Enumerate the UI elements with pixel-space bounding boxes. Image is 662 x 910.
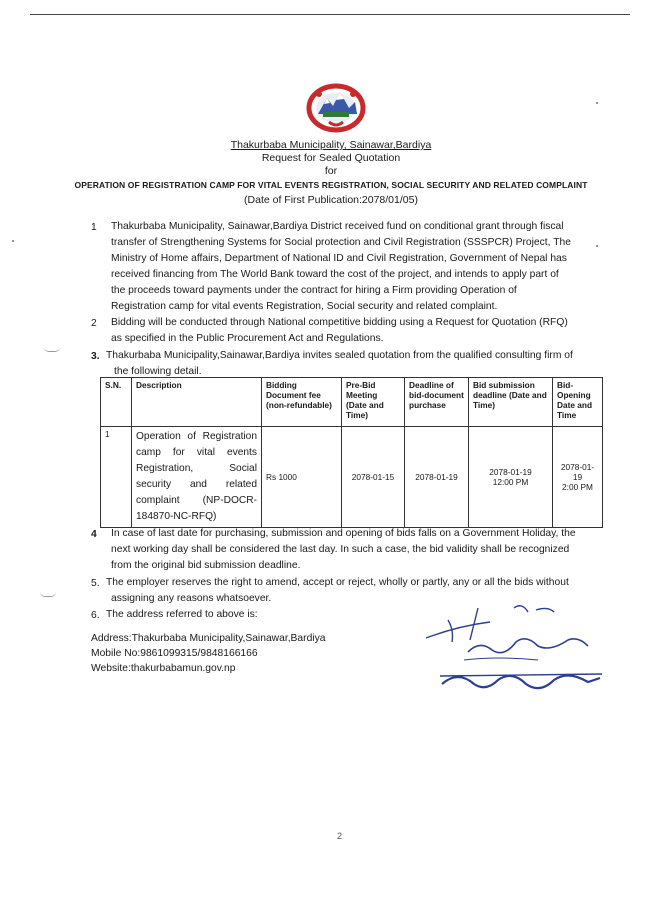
- opening-time: 2:00 PM: [562, 482, 593, 492]
- item-number: 6.: [91, 610, 100, 621]
- cell-prebid: 2078-01-15: [342, 427, 405, 528]
- scan-mark: [40, 592, 56, 597]
- item-line: Ministry of Home affairs, Department of National ID and Civil Registration, Government of Nepal has: [111, 253, 567, 264]
- item-6-paragraph: [106, 607, 406, 623]
- opening-date: 2078-01-19: [560, 462, 595, 482]
- publication-date: (Date of First Publication:2078/01/05): [244, 194, 418, 206]
- top-rule: [30, 14, 630, 15]
- item-4-paragraph: [111, 526, 601, 574]
- bid-table: [100, 377, 603, 528]
- item-number: 5.: [91, 578, 100, 589]
- item-line: as specified in the Public Procurement Act and Regulations.: [111, 333, 384, 344]
- address-line: Address:Thakurbaba Municipality,Sainawar,Bardiya: [91, 633, 326, 644]
- item-number: 2: [91, 318, 97, 329]
- header-sn: S.N.: [101, 378, 132, 427]
- item-line: assigning any reasons whatsoever.: [111, 593, 272, 604]
- submission-time: 12:00 PM: [492, 477, 529, 487]
- municipality-name: Thakurbaba Municipality, Sainawar,Bardiya: [230, 139, 432, 151]
- header-description: Description: [132, 378, 262, 427]
- header-prebid-meeting: Pre-Bid Meeting (Date and Time): [342, 378, 405, 427]
- item-line: transfer of Strengthening Systems for Social protection and Civil Registration (SSSPCR) Project, The: [111, 237, 571, 248]
- page-number: 2: [337, 831, 343, 841]
- request-title: Request for Sealed Quotation: [261, 152, 401, 164]
- header-opening-date: Bid-Opening Date and Time: [553, 378, 603, 427]
- signature-stamp: [418, 600, 618, 700]
- item-line: Thakurbaba Municipality, Sainawar,Bardiya District received fund on conditional grant through fiscal: [111, 221, 564, 232]
- cell-submission: [469, 427, 553, 528]
- header-document-fee: Bidding Document fee (non-refundable): [262, 378, 342, 427]
- item-line: Thakurbaba Municipality,Sainawar,Bardiya invites sealed quotation from the qualified consulting firm of: [106, 350, 573, 361]
- item-2-paragraph: [111, 315, 601, 347]
- table-row: [101, 427, 603, 528]
- item-line: The address referred to above is:: [106, 609, 258, 620]
- scan-mark: [44, 347, 60, 352]
- cell-sn: 1: [101, 427, 132, 528]
- scan-speck: [596, 102, 598, 104]
- item-line: received financing from The World Bank toward the cost of the project, and intends to apply part of: [111, 269, 559, 280]
- table-header-row: [101, 378, 603, 427]
- item-line: from the original bid submission deadline.: [111, 560, 301, 571]
- cell-fee: Rs 1000: [262, 427, 342, 528]
- header-purchase-deadline: Deadline of bid-document purchase: [405, 378, 469, 427]
- cell-purchase-deadline: 2078-01-19: [405, 427, 469, 528]
- item-number: 1: [91, 222, 97, 233]
- item-3-paragraph: [106, 348, 601, 380]
- item-line: Registration camp for vital events Registration, Social security and related complaint.: [111, 301, 498, 312]
- subject-heading: OPERATION OF REGISTRATION CAMP FOR VITAL EVENTS REGISTRATION, SOCIAL SECURITY AND RELATED COMPLAINT: [74, 180, 588, 190]
- scan-speck: [12, 240, 14, 242]
- scan-speck: [596, 245, 598, 247]
- item-1-paragraph: [111, 219, 601, 315]
- cell-description: Operation of Registration camp for vital events Registration, Social security and related complaint (NP-DOCR-184870-NC-RFQ): [132, 427, 262, 528]
- item-number: 3.: [91, 351, 100, 362]
- mobile-line: Mobile No:9861099315/9848166166: [91, 648, 258, 659]
- submission-date: 2078-01-19: [489, 467, 532, 477]
- item-line: the proceeds toward payments under the contract for hiring a Firm providing Operation of: [111, 285, 517, 296]
- item-line: next working day shall be considered the last day. In such a case, the bid validity shall be recognized: [111, 544, 570, 555]
- item-number: 4: [91, 529, 97, 540]
- item-line: The employer reserves the right to amend, accept or reject, wholly or partly, any or all the bids without: [106, 577, 569, 588]
- for-label: for: [324, 165, 338, 177]
- cell-opening: [553, 427, 603, 528]
- header-submission-deadline: Bid submission deadline (Date and Time): [469, 378, 553, 427]
- nepal-emblem-logo: [305, 78, 367, 134]
- website-line: Website:thakurbabamun.gov.np: [91, 663, 236, 674]
- item-line: In case of last date for purchasing, submission and opening of bids falls on a Government Holiday, the: [111, 528, 576, 539]
- item-line: Bidding will be conducted through National competitive bidding using a Request for Quotation (RFQ): [111, 317, 568, 328]
- item-line: the following detail.: [114, 366, 202, 377]
